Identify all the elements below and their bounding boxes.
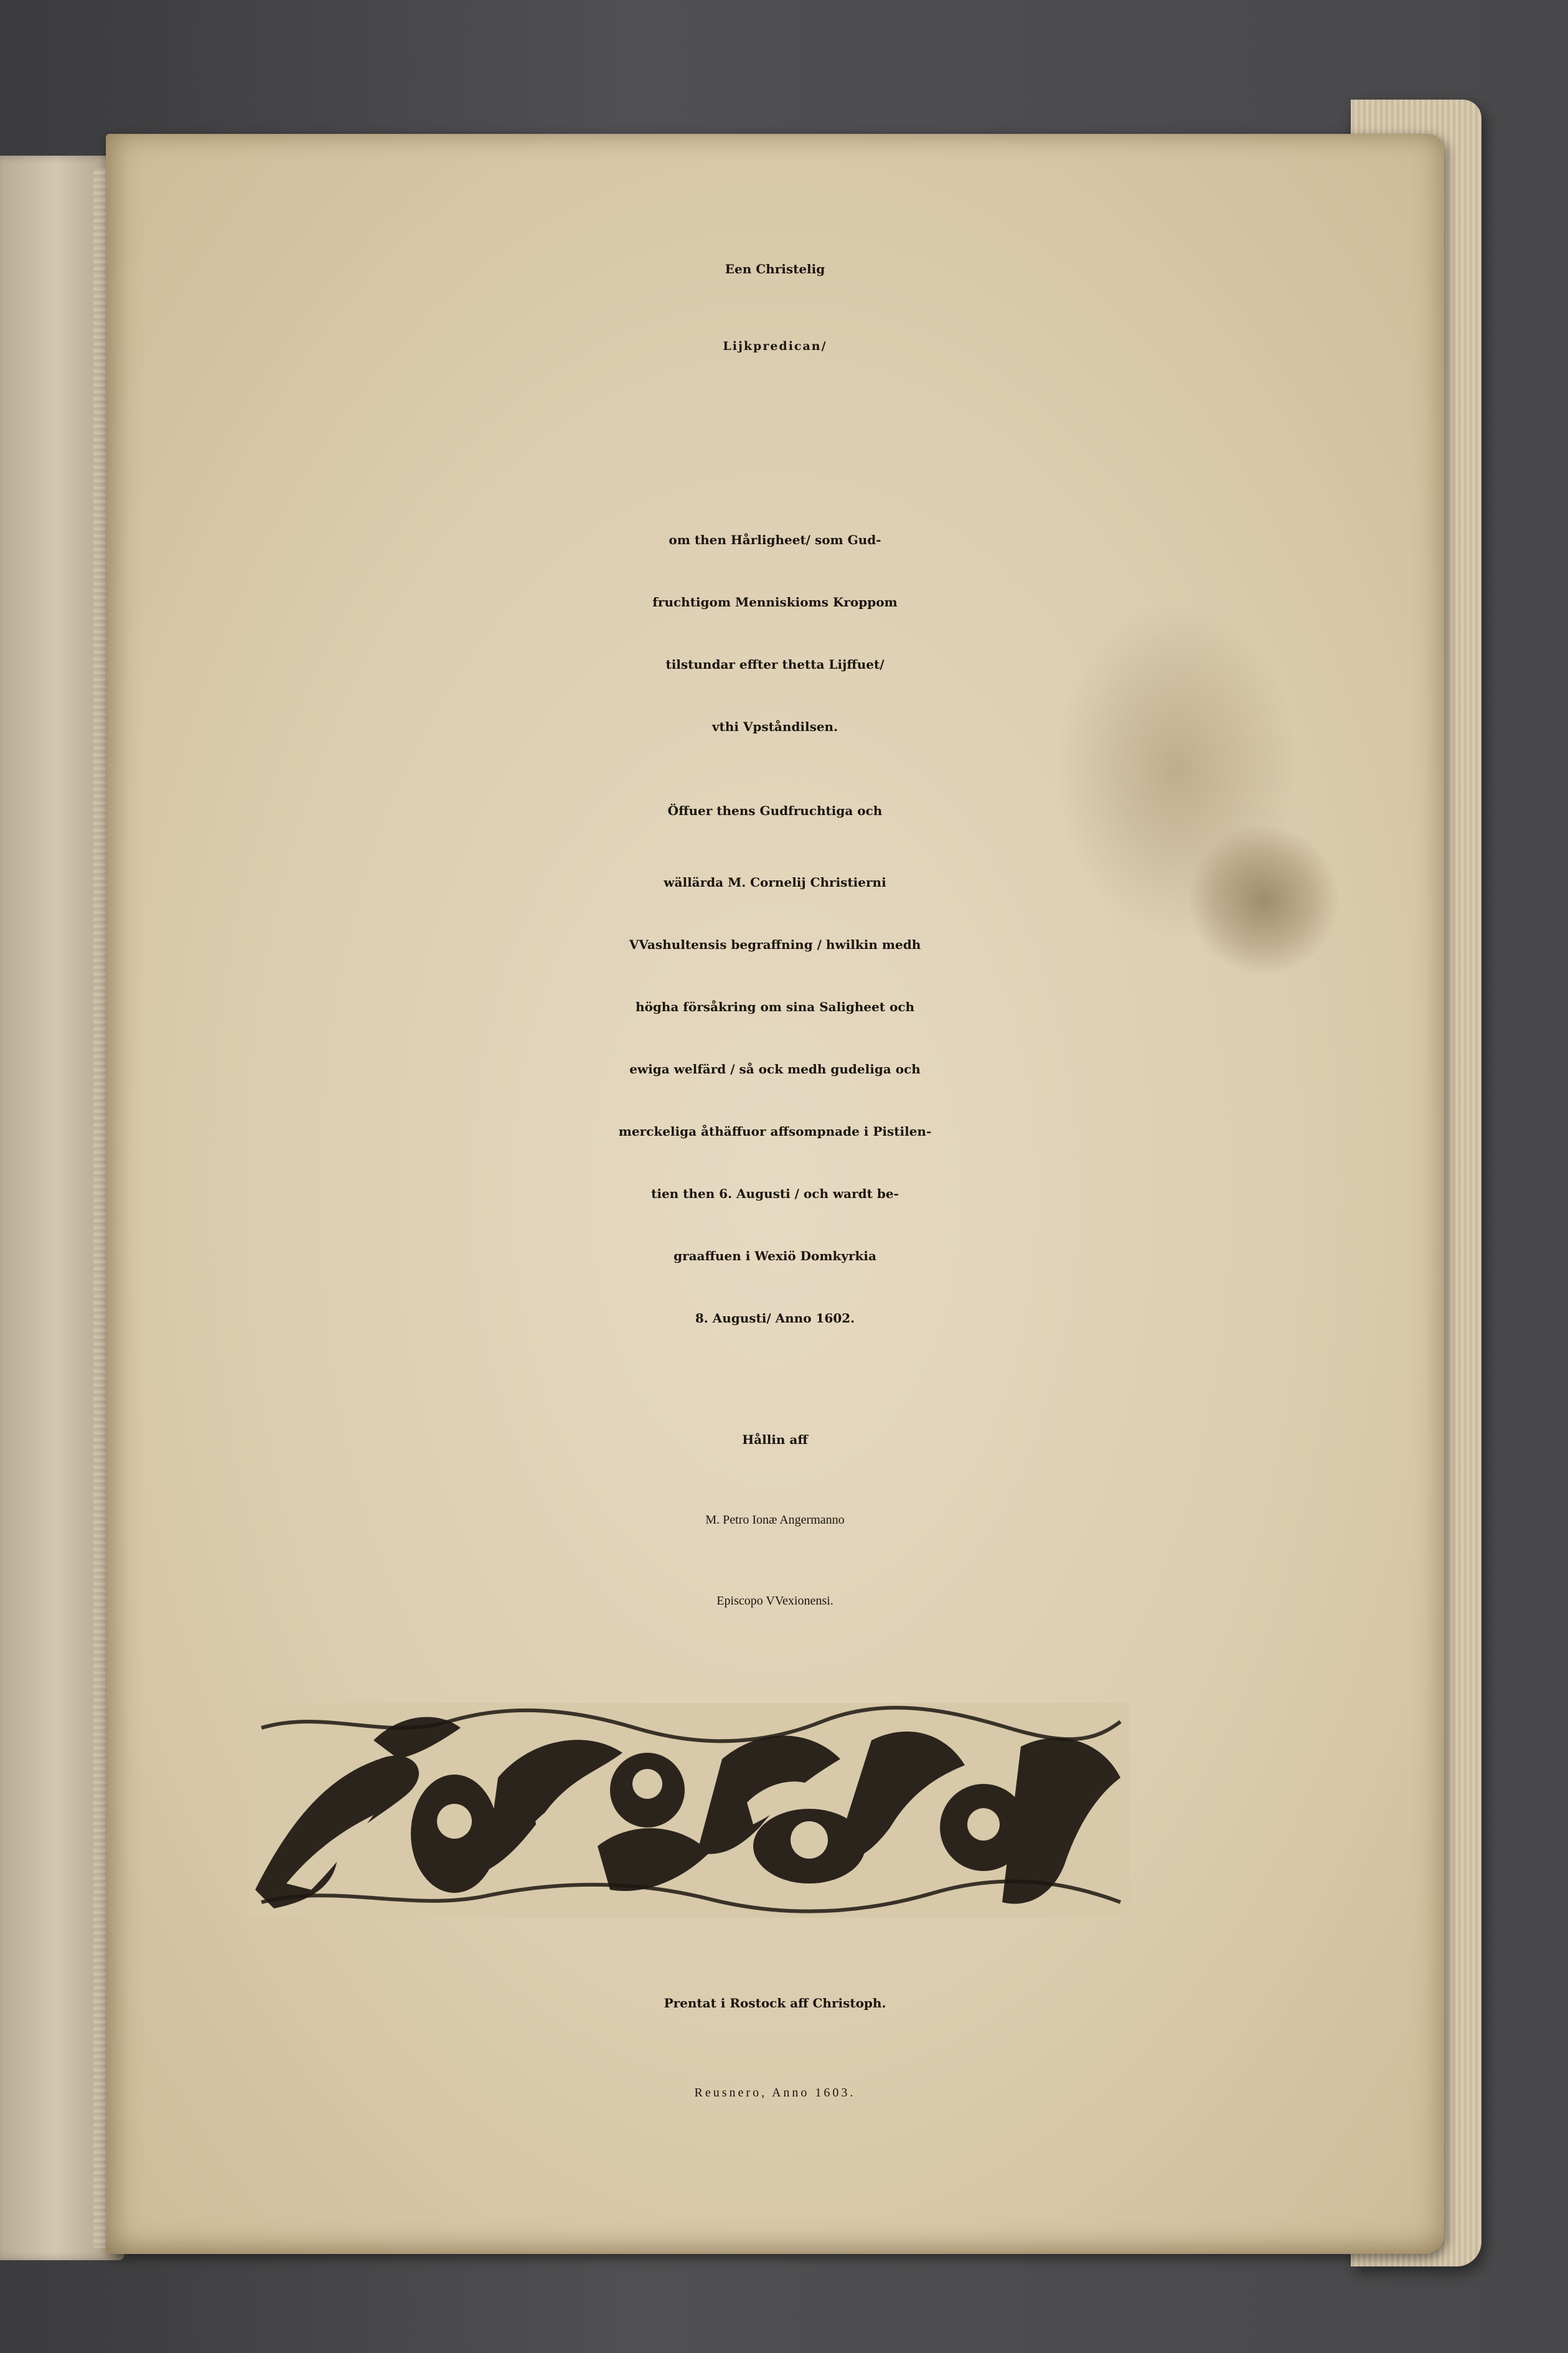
title-line-2: Lijkpredican/ (723, 339, 827, 353)
dedication-line: wällärda M. Cornelij Christierni (664, 875, 886, 890)
imprint-line-1: Prentat i Rostock aff Christoph. (664, 1996, 886, 2011)
subtitle-line: tilstundar effter thetta Lijffuet/ (665, 657, 885, 672)
dedication-line: merckeliga åthäffuor affsompnade i Pistilen- (618, 1124, 932, 1139)
subtitle-line: om then Hårligheet/ som Gud- (669, 532, 881, 547)
title-line-1: Een Christelig (725, 262, 825, 276)
woodcut-ornament (249, 1703, 1130, 1918)
subtitle-line: vthi Vpståndilsen. (711, 719, 838, 734)
held-by: Hållin aff (742, 1432, 808, 1447)
author-name: M. Petro Ionæ Angermanno (705, 1513, 845, 1527)
title-page (106, 134, 1444, 2254)
dedication-line: Öffuer thens Gudfruchtiga och (667, 803, 883, 818)
author-title: Episcopo VVexionensi. (716, 1594, 833, 1608)
page-stain (1189, 825, 1338, 974)
dedication-line: graaffuen i Wexiö Domkyrkia (674, 1248, 876, 1263)
dedication-line: högha försåkring om sina Saligheet och (635, 999, 915, 1014)
dedication-line: ewiga welfärd / så ock medh gudeliga och (629, 1062, 921, 1077)
subtitle-line: fruchtigom Menniskioms Kroppom (652, 595, 898, 610)
dedication-line: VVashultensis begraffning / hwilkin medh (629, 937, 921, 952)
dedication-line: tien then 6. Augusti / och wardt be- (651, 1186, 899, 1201)
dedication-line: 8. Augusti/ Anno 1602. (695, 1311, 855, 1326)
imprint-line-2: Reusnero, Anno 1603. (694, 2086, 856, 2100)
